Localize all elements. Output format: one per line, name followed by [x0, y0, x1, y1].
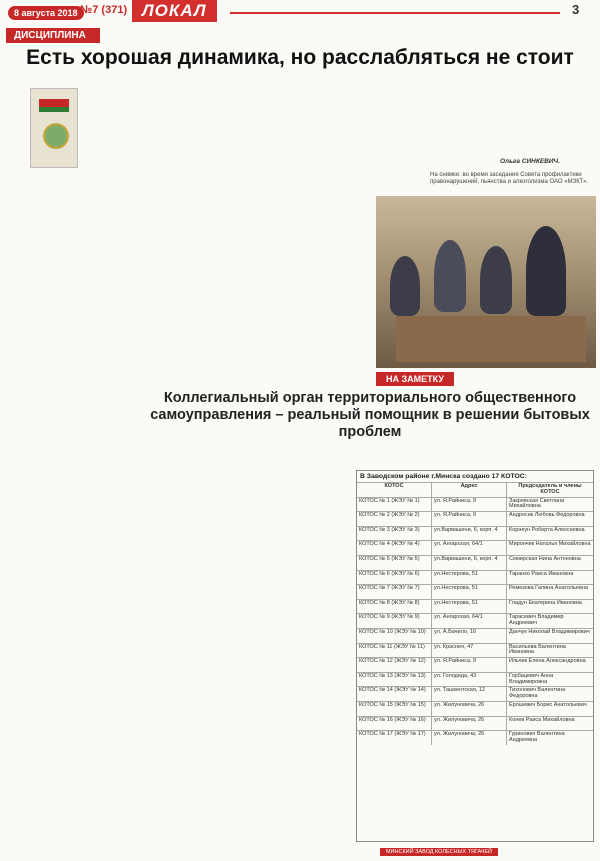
table-cell: КОТОС № 2 (ЖЭУ № 2) — [357, 512, 432, 526]
table-cell: ул. Я.Райниса, 9 — [432, 498, 507, 512]
article-column-2 — [100, 90, 190, 280]
page-footer: МИНСКИЙ ЗАВОД КОЛЕСНЫХ ТЯГАЧЕЙ — [380, 848, 498, 856]
article2-headline: Коллегиальный орган территориального общественного самоуправления – реальный помощник в решении бытовых проблем — [150, 390, 590, 440]
table-cell: ул. Я.Райниса, 9 — [432, 512, 507, 526]
table-cell: Семирская Нина Антоновна — [509, 555, 581, 562]
table-cell: Конев Раиса Михайловна — [509, 716, 575, 723]
person-figure — [480, 246, 512, 314]
author-signature: Ольга СИНКЕВИЧ. — [500, 158, 560, 165]
table-cell: Тарасевич Владимир Андреевич — [509, 614, 564, 627]
table-row — [357, 672, 593, 687]
page-number: 3 — [572, 2, 580, 17]
table-caption: В Заводском районе г.Минска создано 17 КОТОС: — [360, 473, 527, 480]
table-body — [357, 497, 593, 745]
table-cell: ул. Ангарская, 64/1 — [432, 541, 507, 555]
article-column-3 — [194, 90, 284, 280]
table-row — [357, 540, 593, 555]
table-row — [357, 599, 593, 614]
table-cell: КОТОС № 16 (ЖЭУ № 16) — [357, 717, 432, 731]
table-cell: КОТОС № 9 (ЖЭУ № 9) — [357, 614, 432, 628]
table-row — [357, 497, 593, 512]
table-cell: КОТОС № 6 (ЖЭУ № 6) — [357, 571, 432, 585]
table-cell: ул. Голодеда, 43 — [432, 673, 507, 687]
table-row — [357, 643, 593, 658]
table-cell: КОТОС № 11 (ЖЭУ № 11) — [357, 644, 432, 658]
table-cell: КОТОС № 8 (ЖЭУ № 8) — [357, 600, 432, 614]
table-cell: ул. Жилуновича, 26 — [432, 717, 507, 731]
person-figure — [434, 240, 466, 312]
article-column-5 — [380, 90, 430, 190]
flag-red-stripe — [39, 99, 69, 107]
section-tag-note: НА ЗАМЕТКУ — [376, 372, 454, 386]
table-cell: Ремезова Галина Анатольевна — [509, 585, 588, 592]
issue-number: №7 (371) — [80, 4, 128, 16]
table-cell: Горбацевич Анна Владимировна — [509, 672, 554, 685]
table-cell: КОТОС № 15 (ЖЭУ № 15) — [357, 702, 432, 716]
person-figure — [390, 256, 420, 316]
table-cell: Ерошевич Борис Анатольевич — [509, 701, 587, 708]
table-cell: ул.Нестерова, 51 — [432, 571, 507, 585]
table-cell: КОТОС № 10 (ЖЭУ № 10) — [357, 629, 432, 643]
issue-date: 8 августа 2018 — [8, 6, 84, 20]
table-cell: КОТОС № 5 (ЖЭУ № 5) — [357, 556, 432, 570]
article-column-1 — [8, 174, 96, 840]
table-row — [357, 716, 593, 731]
table-cell: Гуринович Валентина Андреевна — [509, 731, 565, 743]
flag-green-stripe — [39, 107, 69, 112]
table-cell: КОТОС № 7 (ЖЭУ № 7) — [357, 585, 432, 599]
table-cell: Данчук Николай Владимирович — [509, 628, 590, 635]
table-cell: Ильчик Елена Александровна — [509, 658, 586, 665]
table-row — [357, 526, 593, 541]
table-cell: Андросик Любовь Федоровна — [509, 512, 585, 519]
table-row — [357, 730, 593, 745]
article2-column-3 — [270, 462, 352, 842]
table-cell: ул.Варвашени, 6, корп. 4 — [432, 556, 507, 570]
table-cell: ул.Нестерова, 51 — [432, 600, 507, 614]
table-cell: КОТОС № 12 (ЖЭУ № 12) — [357, 658, 432, 672]
table-row — [357, 511, 593, 526]
table-cell: КОТОС № 3 (ЖЭУ № 3) — [357, 527, 432, 541]
table-row — [357, 628, 593, 643]
table-cell: ул. Жилуновича, 26 — [432, 731, 507, 745]
table-cell: ул. Я.Райниса, 9 — [432, 658, 507, 672]
header-rule — [230, 12, 560, 14]
table-cell: Мирончик Наталья Михайловна — [509, 541, 591, 548]
table-cell: Тихонович Валентина Федоровна — [509, 687, 566, 700]
article-column-4 — [288, 90, 376, 280]
table-cell: КОТОС № 17 (ЖЭУ № 17) — [357, 731, 432, 745]
table-cell: ул. Жилуновича, 26 — [432, 702, 507, 716]
table-row — [357, 613, 593, 628]
table-cell: ул. Ангарская, 64/1 — [432, 614, 507, 628]
table-cell: ул. А.Бачило, 16 — [432, 629, 507, 643]
table-header: Председатель и члены КОТОС — [518, 483, 582, 495]
table-header: Адрес — [432, 483, 507, 497]
table-cell: КОТОС № 1 (ЖЭУ № 1) — [357, 498, 432, 512]
table-row — [357, 584, 593, 599]
article2-column-1 — [100, 462, 180, 842]
table-cell: ул.Нестерова, 51 — [432, 585, 507, 599]
article-column-6 — [434, 90, 594, 158]
meeting-table — [396, 316, 586, 362]
kotos-table — [356, 470, 594, 842]
article2-column-2 — [184, 462, 266, 842]
table-row — [357, 701, 593, 716]
article-headline: Есть хорошая динамика, но расслабляться не стоит — [26, 46, 574, 69]
table-cell: ул. Краснея, 47 — [432, 644, 507, 658]
meeting-photo — [376, 196, 596, 368]
table-cell: ул. Ташкентская, 12 — [432, 687, 507, 701]
table-header: КОТОС — [357, 483, 432, 497]
photo-caption: На снимке: во время заседания Совета профилактики правонарушений, пьянства и алкоголизма ОАО «МЗКТ». — [430, 172, 589, 185]
table-cell: КОТОС № 13 (ЖЭУ № 13) — [357, 673, 432, 687]
section-tag-discipline: ДИСЦИПЛИНА — [6, 28, 100, 43]
table-cell: КОТОС № 4 (ЖЭУ № 4) — [357, 541, 432, 555]
table-header-row — [357, 482, 593, 497]
table-cell: Таранко Раиса Ивановна — [509, 570, 574, 577]
table-cell: Васильева Валентина Ивановна — [509, 643, 566, 656]
state-emblem-image — [30, 88, 78, 168]
table-cell: Гладун Екатерина Ивановна — [509, 599, 582, 606]
emblem-globe-icon — [43, 123, 69, 149]
person-figure — [526, 226, 566, 316]
table-row — [357, 570, 593, 585]
table-cell: Корнеун Роберта Алексеевна — [509, 526, 585, 533]
table-row — [357, 555, 593, 570]
table-cell: Закревская Светлана Михайловна — [509, 497, 565, 510]
table-cell: ул.Варвашени, 6, корп. 4 — [432, 527, 507, 541]
table-cell: КОТОС № 14 (ЖЭУ № 14) — [357, 687, 432, 701]
table-row — [357, 686, 593, 701]
table-row — [357, 657, 593, 672]
newspaper-logo: ЛОКАЛ — [132, 0, 217, 22]
